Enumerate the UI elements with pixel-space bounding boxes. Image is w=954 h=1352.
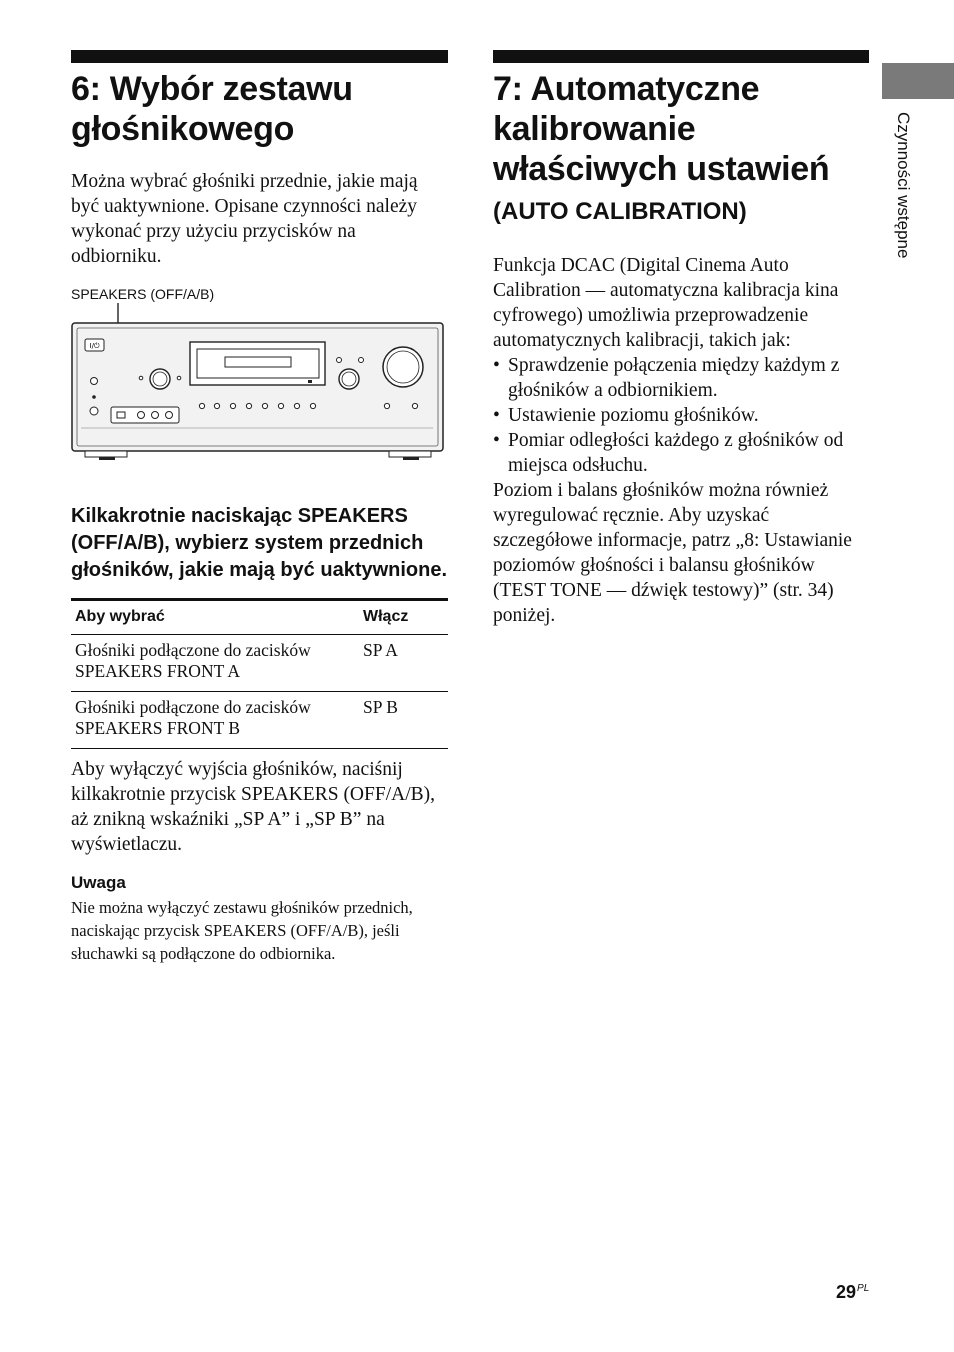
- note-heading: Uwaga: [71, 873, 126, 892]
- table-cell: Głośniki podłączone do zacisków SPEAKERS FRONT B: [71, 692, 359, 749]
- table-cell: SP A: [359, 635, 448, 692]
- section-7-title: 7: Automatyczne kalibrowanie właściwych ustawień: [493, 70, 830, 188]
- table-header-cell: Włącz: [359, 600, 448, 635]
- table-header-row: [71, 600, 448, 635]
- section-6-title: 6: Wybór zestawu głośnikowego: [71, 70, 353, 148]
- table-row: [71, 635, 448, 692]
- right-column: [493, 50, 869, 628]
- heading-rule: [493, 50, 869, 63]
- speakers-off-paragraph: Aby wyłączyć wyjścia głośników, naciśnij kilkakrotnie przycisk SPEAKERS (OFF/A/B), aż znikną wskaźniki „SP A” i „SP B” na wyświetlaczu.: [71, 759, 435, 855]
- table-cell: SP B: [359, 692, 448, 749]
- step-instruction: Kilkakrotnie naciskając SPEAKERS (OFF/A/B), wybierz system przednich głośników, jakie mają być uaktywnione.: [71, 505, 448, 581]
- list-item: • Sprawdzenie połączenia między każdym z głośników a odbiornikiem.: [493, 353, 869, 403]
- section-tab-marker: [882, 63, 954, 99]
- note-text: Nie można wyłączyć zestawu głośników przednich, naciskając przycisk SPEAKERS (OFF/A/B), jeśli słuchawki są podłączone do odbiornika.: [71, 898, 413, 963]
- svg-text:I/⏻: I/⏻: [89, 342, 100, 350]
- table-header-cell: Aby wybrać: [71, 600, 359, 635]
- list-item: • Ustawienie poziomu głośników.: [493, 403, 869, 428]
- section-6-intro: Można wybrać głośniki przednie, jakie mają być uaktywnione. Opisane czynności należy wykonać przy użyciu przycisków na odbiorniku.: [71, 171, 418, 267]
- left-column: [71, 50, 448, 965]
- receiver-front-panel-figure: [71, 303, 448, 469]
- heading-rule: [71, 50, 448, 63]
- section-7-closing: Poziom i balans głośników można również wyregulować ręcznie. Aby uzyskać szczegółowe informacje, patrz „8: Ustawianie poziomów głośności i balansu głośników (TEST TONE — dźwięk testowy)” (str. 34) poniżej.: [493, 480, 852, 626]
- receiver-illustration: [71, 303, 448, 469]
- section-7-intro: Funkcja DCAC (Digital Cinema Auto Calibration — automatyczna kalibracja kina cyfrowego) umożliwia przeprowadzenie automatycznych kalibracji, takich jak:: [493, 255, 839, 351]
- section-side-label: Czynności wstępne: [894, 112, 913, 259]
- page-number: [836, 1282, 869, 1303]
- section-7-subtitle: (AUTO CALIBRATION): [493, 198, 747, 225]
- table-cell: Głośniki podłączone do zacisków SPEAKERS FRONT A: [71, 635, 359, 692]
- figure-callout-label: SPEAKERS (OFF/A/B): [71, 286, 215, 302]
- list-item: • Pomiar odległości każdego z głośników od miejsca odsłuchu.: [493, 428, 869, 478]
- speaker-selection-table: [71, 598, 448, 749]
- calibration-list: [493, 353, 869, 478]
- page-number-value: 29: [836, 1282, 857, 1302]
- table-row: [71, 692, 448, 749]
- page-number-suffix: PL: [857, 1283, 870, 1294]
